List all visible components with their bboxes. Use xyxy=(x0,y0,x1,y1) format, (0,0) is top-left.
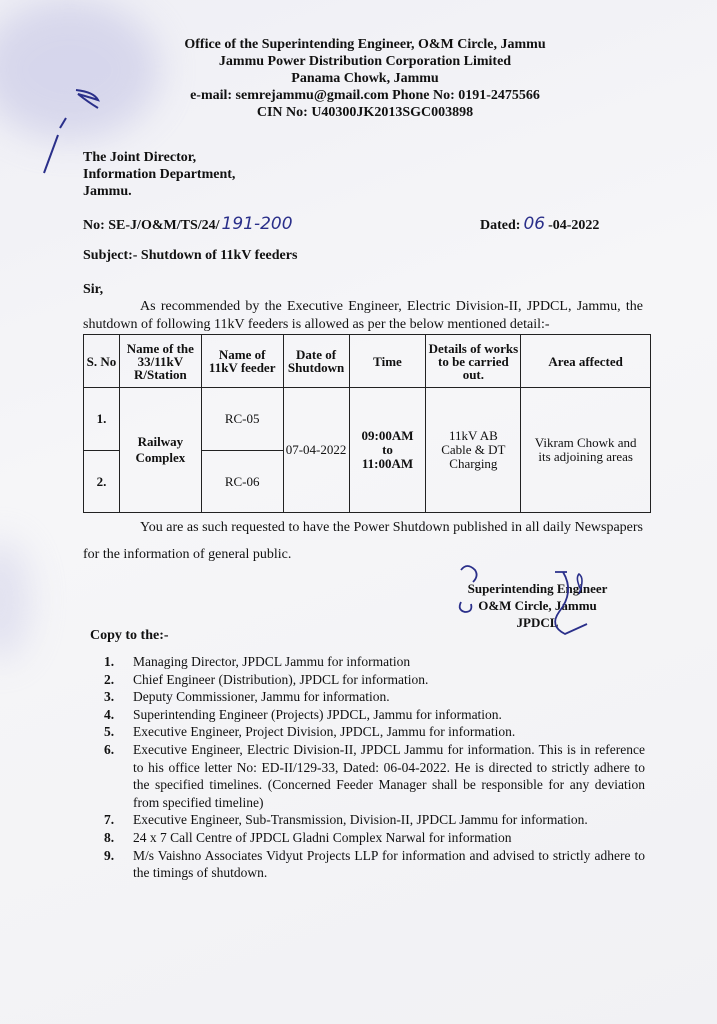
header-station: Name of the 33/11kV R/Station xyxy=(119,335,201,388)
letterhead-cin: CIN No: U40300JK2013SGC003898 xyxy=(256,105,474,120)
header-date: Date of Shutdown xyxy=(283,335,349,388)
cell-feeder: RC-05 xyxy=(201,388,283,451)
cell-date: 07-04-2022 xyxy=(283,388,349,513)
header-works: Details of works to be carried out. xyxy=(426,335,521,388)
list-text: Executive Engineer, Project Division, JPDCL, Jammu for information. xyxy=(133,724,516,740)
list-number: 6. xyxy=(104,741,115,757)
list-text: Executive Engineer, Sub-Transmission, Division-II, JPDCL Jammu for information. xyxy=(133,812,588,828)
request-text: You are as such requested to have the Power Shutdown published in all daily Newspapers for the information of general public. xyxy=(83,520,643,562)
reference-prefix: No: SE-J/O&M/TS/24/ xyxy=(83,218,220,233)
list-text: Managing Director, JPDCL Jammu for information xyxy=(133,654,411,669)
letterhead-office: Office of the Superintending Engineer, O&M Circle, Jammu xyxy=(184,37,546,52)
list-number: 3. xyxy=(104,689,115,705)
list-item xyxy=(100,847,645,882)
list-text: 24 x 7 Call Centre of JPDCL Gladni Complex Narwal for information xyxy=(133,829,512,845)
time-to-label: to xyxy=(382,442,393,457)
list-text: Executive Engineer, Electric Division-II, JPDCL Jammu for information. This is in reference to his office letter No: ED-II/129-33, Dated: 06-04-2022. He is directed to strictly adhere to the specified timelines. (Concerned Feeder Manager shall be responsible for any deviation from specified timeline) xyxy=(133,741,645,810)
date-line xyxy=(480,214,599,234)
table-header-row xyxy=(84,335,651,388)
signature-org: JPDCL xyxy=(516,615,559,630)
addressee xyxy=(83,149,235,200)
body-text: As recommended by the Executive Engineer, Electric Division-II, JPDCL, Jammu, the shutdown of following 11kV feeders is allowed as per the below mentioned detail:- xyxy=(83,299,643,332)
list-number: 8. xyxy=(104,829,115,845)
dated-rest: -04-2022 xyxy=(548,218,600,233)
cell-sno: 1. xyxy=(84,388,120,451)
salutation: Sir, xyxy=(83,282,104,297)
list-item xyxy=(100,653,645,671)
list-item xyxy=(100,671,645,689)
list-item xyxy=(100,688,645,706)
cell-area: Vikram Chowk and its adjoining areas xyxy=(521,388,651,513)
header-time: Time xyxy=(349,335,426,388)
addressee-line: The Joint Director, xyxy=(83,150,197,165)
letterhead-corporation: Jammu Power Distribution Corporation Limited xyxy=(218,54,512,69)
list-number: 4. xyxy=(104,706,115,722)
handwritten-reference-no: 191-200 xyxy=(221,214,293,234)
list-number: 2. xyxy=(104,671,115,687)
cell-station: Railway Complex xyxy=(119,388,201,513)
list-number: 9. xyxy=(104,847,115,863)
letterhead xyxy=(150,36,580,121)
header-area: Area affected xyxy=(521,335,651,388)
handwritten-day: 06 xyxy=(523,214,546,234)
list-number: 5. xyxy=(104,724,115,740)
cell-works: 11kV AB Cable & DT Charging xyxy=(426,388,521,513)
header-feeder: Name of 11kV feeder xyxy=(201,335,283,388)
subject-line: Subject:- Shutdown of 11kV feeders xyxy=(83,248,298,263)
time-to: 11:00AM xyxy=(361,456,414,471)
letterhead-contact: e-mail: semrejammu@gmail.com Phone No: 0191-2475566 xyxy=(190,88,540,103)
addressee-line: Information Department, xyxy=(83,167,236,182)
cell-time xyxy=(349,388,426,513)
table-row xyxy=(84,388,651,451)
list-number: 7. xyxy=(104,812,115,828)
addressee-line: Jammu. xyxy=(83,184,132,199)
cell-sno: 2. xyxy=(84,451,120,513)
list-item xyxy=(100,829,645,847)
copy-list xyxy=(100,653,645,882)
body-paragraph xyxy=(83,298,643,334)
shutdown-table xyxy=(83,334,651,513)
header-sno: S. No xyxy=(84,335,120,388)
signature-circle: O&M Circle, Jammu xyxy=(478,598,597,613)
signature-scribble-icon xyxy=(455,560,605,645)
dated-label: Dated: xyxy=(480,218,521,233)
list-text: Chief Engineer (Distribution), JPDCL for information. xyxy=(133,671,429,687)
letterhead-address: Panama Chowk, Jammu xyxy=(291,71,439,86)
list-number: 1. xyxy=(104,654,115,669)
list-text: Deputy Commissioner, Jammu for information. xyxy=(133,689,390,705)
list-item xyxy=(100,723,645,741)
reference-number xyxy=(83,214,293,234)
signature-title: Superintending Engineer xyxy=(467,581,608,596)
time-from: 09:00AM xyxy=(361,428,414,443)
scan-stain xyxy=(0,540,30,660)
cell-feeder: RC-06 xyxy=(201,451,283,513)
list-item xyxy=(100,741,645,811)
list-text: Superintending Engineer (Projects) JPDCL, Jammu for information. xyxy=(133,706,502,722)
list-item xyxy=(100,811,645,829)
list-text: M/s Vaishno Associates Vidyut Projects LLP for information and advised to strictly adhere to the timings of shutdown. xyxy=(133,847,645,881)
copy-heading: Copy to the:- xyxy=(90,628,169,643)
list-item xyxy=(100,706,645,724)
